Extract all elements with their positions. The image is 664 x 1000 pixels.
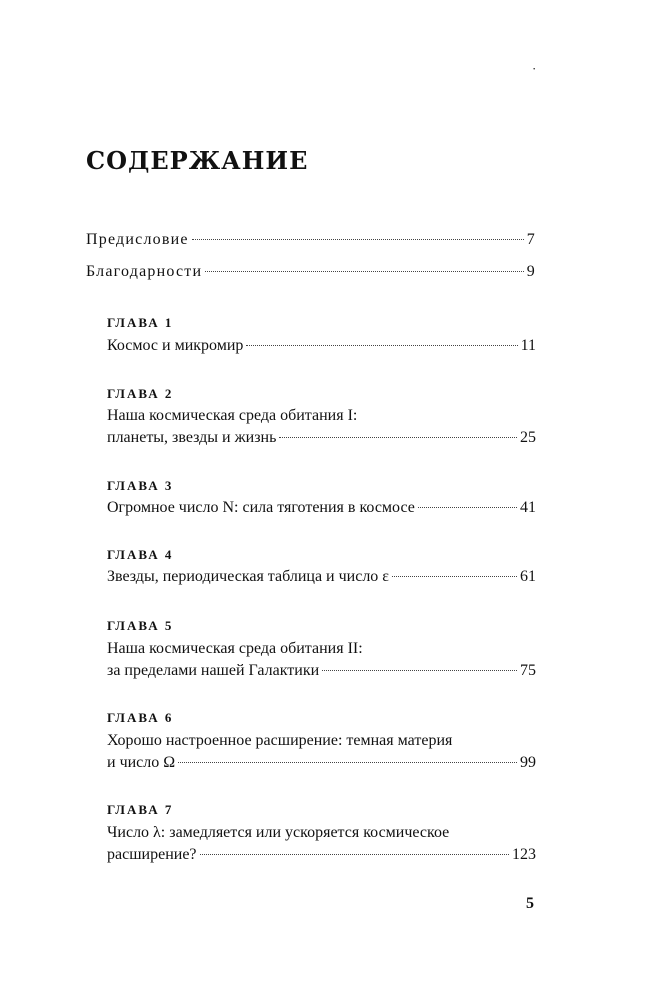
toc-entry-chapter-4[interactable] [107,566,536,588]
corner-mark: · [532,61,537,76]
dot-leader [322,670,517,671]
toc-entry-page: 99 [520,754,536,771]
chapter-label: ГЛАВА 1 [107,315,174,330]
toc-entry-chapter-6[interactable] [107,752,536,774]
toc-entry-label: Благодарности [86,263,203,280]
toc-entry-page: 75 [520,662,536,679]
toc-entry-chapter-3[interactable] [107,497,536,519]
dot-leader [178,762,517,763]
dot-leader [192,239,524,240]
page-number: 5 [526,895,534,912]
toc-entry-page: 7 [526,231,536,248]
dot-leader [246,345,517,346]
toc-entry-line: Наша космическая среда обитания I: [107,407,358,424]
toc-entry-chapter-7[interactable] [107,844,536,866]
chapter-label: ГЛАВА 3 [107,478,174,493]
toc-entry-page: 9 [526,263,536,280]
toc-entry-line: Число λ: замедляется или ускоряется космическое [107,824,450,841]
toc-entry-preface[interactable] [86,229,536,251]
chapter-label: ГЛАВА 6 [107,710,174,725]
chapter-label: ГЛАВА 5 [107,618,174,633]
dot-leader [392,576,517,577]
toc-entry-page: 123 [512,846,536,863]
dot-leader [418,507,517,508]
toc-entry-page: 25 [520,429,536,446]
toc-entry-label: Звезды, периодическая таблица и число ε [107,568,390,585]
dot-leader [279,437,517,438]
toc-entry-label: за пределами нашей Галактики [107,662,320,679]
toc-entry-page: 11 [520,337,536,354]
toc-entry-chapter-2[interactable] [107,427,536,449]
toc-entry-label: Предисловие [86,231,189,248]
toc-entry-label: Огромное число N: сила тяготения в космосе [107,499,415,516]
toc-entry-label: расширение? [107,846,197,863]
toc-entry-label: и число Ω [107,754,176,771]
toc-entry-chapter-5[interactable] [107,660,536,682]
toc-entry-label: Космос и микромир [107,337,244,354]
toc-entry-label: планеты, звезды и жизнь [107,429,277,446]
toc-entry-chapter-1[interactable] [107,335,536,357]
chapter-label: ГЛАВА 4 [107,547,174,562]
toc-entry-line: Хорошо настроенное расширение: темная материя [107,732,453,749]
toc-entry-line: Наша космическая среда обитания II: [107,640,363,657]
page-title: СОДЕРЖАНИЕ [86,146,309,175]
toc-entry-page: 41 [520,499,536,516]
toc-entry-page: 61 [520,568,536,585]
chapter-label: ГЛАВА 2 [107,386,174,401]
dot-leader [205,271,524,272]
toc-entry-acknowledgements[interactable] [86,261,536,283]
chapter-label: ГЛАВА 7 [107,802,174,817]
dot-leader [200,854,509,855]
